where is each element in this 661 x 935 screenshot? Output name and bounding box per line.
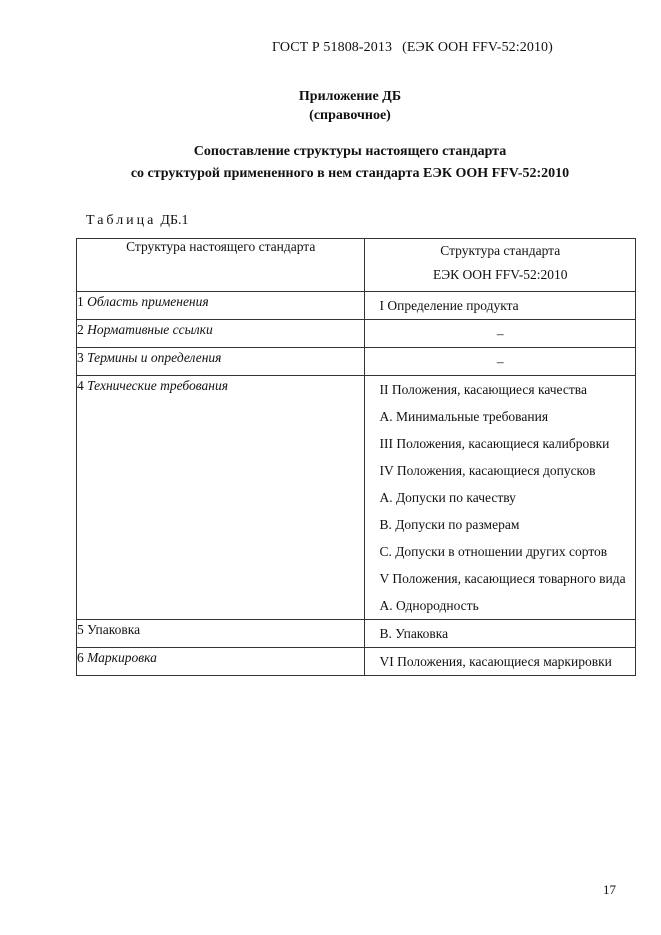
unece-section-line: – (496, 354, 504, 369)
comparison-table (76, 238, 636, 676)
section-number: 6 (77, 650, 84, 665)
appendix-heading (0, 87, 661, 125)
unece-section-line: А. Однородность (379, 598, 479, 613)
section-number: 2 (77, 322, 84, 337)
table-caption-word: Таблица (86, 213, 157, 228)
appendix-title: Приложение ДБ (298, 89, 402, 104)
section-number: 3 (77, 350, 84, 365)
unece-section-line: III Положения, касающиеся калибровки (379, 436, 610, 451)
table-row (77, 648, 636, 676)
table-row (77, 620, 636, 648)
page-number: 17 (603, 882, 616, 897)
table-caption-number: ДБ.1 (160, 213, 189, 228)
header-right (365, 239, 636, 292)
unece-section-line: V Положения, касающиеся товарного вида (379, 571, 626, 586)
table-row (77, 348, 636, 376)
section-title: Термины и определения (87, 350, 222, 365)
section-title: Упаковка (87, 622, 141, 637)
table-body (77, 292, 636, 676)
table-row (77, 320, 636, 348)
comparison-heading (0, 141, 661, 185)
unece-section-line: – (496, 326, 504, 341)
header-right-line-2: ЕЭК ООН FFV-52:2010 (433, 267, 568, 282)
cell-this-standard (77, 348, 365, 376)
cell-this-standard (77, 320, 365, 348)
comparison-line-2: со структурой примененного в нем стандарта ЕЭК ООН FFV-52:2010 (130, 166, 570, 181)
section-title: Маркировка (87, 650, 157, 665)
unece-section-line: I Определение продукта (379, 298, 519, 313)
section-title: Нормативные ссылки (87, 322, 213, 337)
section-title: Область применения (87, 294, 209, 309)
table-row (77, 292, 636, 320)
unece-section-line: II Положения, касающиеся качества (379, 382, 587, 397)
cell-this-standard (77, 292, 365, 320)
unece-section-line: IV Положения, касающиеся допусков (379, 463, 596, 478)
cell-this-standard (77, 648, 365, 676)
appendix-subtitle: (справочное) (309, 108, 391, 123)
unece-section-line: А. Минимальные требования (379, 409, 549, 424)
table-header-row (77, 239, 636, 292)
unece-section-line: С. Допуски в отношении других сортов (379, 544, 608, 559)
running-header (272, 40, 553, 56)
cell-unece-standard (365, 648, 636, 676)
gost-code: ГОСТ Р 51808-2013 (272, 40, 393, 55)
section-number: 5 (77, 622, 84, 637)
cell-unece-standard (365, 376, 636, 620)
cell-this-standard (77, 620, 365, 648)
table-caption (86, 213, 188, 229)
cell-unece-standard (365, 292, 636, 320)
table-row (77, 376, 636, 620)
comparison-line-1: Сопоставление структуры настоящего стандарта (193, 144, 507, 159)
unece-section-line: В. Допуски по размерам (379, 517, 520, 532)
header-right-line-1: Структура стандарта (440, 243, 561, 258)
section-title: Технические требования (87, 378, 228, 393)
unece-section-line: А. Допуски по качеству (379, 490, 516, 505)
unece-section-line: VI Положения, касающиеся маркировки (379, 654, 612, 669)
cell-unece-standard (365, 348, 636, 376)
header-left-label: Структура настоящего стандарта (126, 239, 316, 254)
section-number: 4 (77, 378, 84, 393)
cell-unece-standard (365, 620, 636, 648)
section-number: 1 (77, 294, 84, 309)
unece-code: (ЕЭК ООН FFV-52:2010) (402, 40, 553, 55)
header-left (77, 239, 365, 292)
cell-unece-standard (365, 320, 636, 348)
unece-section-line: В. Упаковка (379, 626, 449, 641)
cell-this-standard (77, 376, 365, 620)
